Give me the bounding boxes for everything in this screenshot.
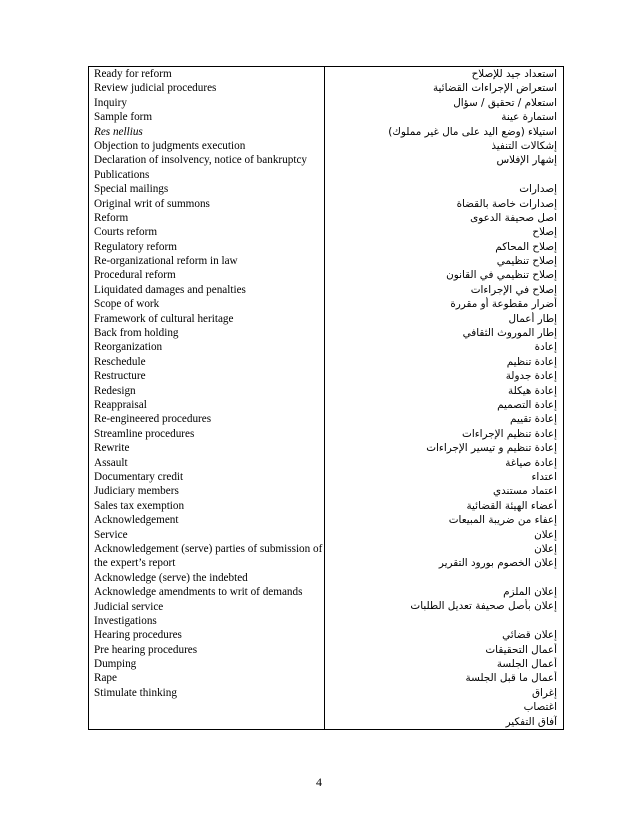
- english-term: Procedural reform: [94, 269, 176, 282]
- arabic-term: استعراض الإجراءات القضائية: [432, 82, 557, 95]
- arabic-term: أضرار مقطوعة أو مقررة: [450, 298, 557, 311]
- english-term: Re-engineered procedures: [94, 413, 212, 426]
- english-term: Publications: [94, 168, 150, 181]
- arabic-term: إعادة تنظيم و تيسير الإجراءات: [426, 442, 557, 455]
- english-term: Documentary credit: [94, 470, 184, 483]
- arabic-term: أعمال ما قبل الجلسة: [465, 672, 557, 685]
- arabic-term: إعادة تقييم: [510, 413, 557, 426]
- arabic-term: إغراق: [531, 686, 557, 699]
- page-number: 4: [316, 775, 322, 789]
- english-term: Original writ of summons: [94, 197, 210, 210]
- arabic-term: استيلاء (وضع اليد على مال غير مملوك): [388, 125, 557, 138]
- english-term: Inquiry: [94, 96, 127, 109]
- english-term: Reorganization: [94, 341, 163, 354]
- arabic-term: استمارة عينة: [501, 111, 557, 124]
- english-term: Dumping: [94, 658, 137, 671]
- english-term: Regulatory reform: [94, 240, 177, 253]
- arabic-term: آفاق التفكير: [505, 715, 557, 728]
- arabic-term: إعلان الخصوم بورود التقرير: [438, 557, 557, 570]
- arabic-term: إعلان: [534, 542, 557, 555]
- arabic-term: اعتداء: [531, 470, 557, 483]
- arabic-term: أعمال الجلسة: [496, 658, 557, 671]
- english-term: Service: [94, 528, 128, 541]
- arabic-term: إعادة صياغة: [505, 456, 557, 469]
- arabic-term: إعادة التصميم: [497, 399, 557, 411]
- english-term: Back from holding: [94, 327, 179, 340]
- arabic-term: اصل صحيفة الدعوى: [470, 211, 557, 224]
- english-term: Redesign: [94, 384, 136, 397]
- arabic-term: إعادة هيكلة: [508, 384, 557, 397]
- arabic-term: اعتماد مستندي: [492, 485, 557, 498]
- english-term: Reform: [94, 211, 129, 224]
- arabic-term: إصدارات: [519, 183, 557, 196]
- arabic-term: إعفاء من ضريبة المبيعات: [448, 514, 557, 527]
- english-term: Special mailings: [94, 183, 169, 196]
- english-term: Acknowledge amendments to writ of demands: [94, 586, 303, 599]
- english-term: Review judicial procedures: [94, 82, 217, 95]
- english-term: Res nellius: [94, 125, 143, 138]
- arabic-term: إعادة تنظيم: [506, 355, 557, 368]
- arabic-term: أعمال التحقيقات: [485, 643, 557, 656]
- english-term: Objection to judgments execution: [94, 139, 246, 152]
- english-term: Rape: [94, 672, 117, 685]
- arabic-term: إعلان: [534, 528, 557, 541]
- arabic-term: إصلاح تنظيمي: [496, 255, 557, 268]
- english-term: Acknowledgement: [94, 514, 179, 527]
- english-term: Reschedule: [94, 355, 146, 368]
- english-term: Restructure: [94, 370, 146, 383]
- english-term: Declaration of insolvency, notice of bankruptcy: [94, 154, 308, 167]
- english-term: Judicial service: [94, 600, 164, 613]
- english-term: Judiciary members: [94, 485, 179, 498]
- arabic-term: إعادة: [534, 341, 557, 354]
- english-term: Sales tax exemption: [94, 499, 185, 512]
- english-term: Courts reform: [94, 226, 158, 239]
- arabic-term: إصلاح: [532, 226, 557, 239]
- arabic-term: إشكالات التنفيذ: [491, 139, 557, 152]
- arabic-term: إصلاح تنظيمي في القانون: [446, 269, 557, 282]
- arabic-term: إشهار الإفلاس: [496, 154, 557, 167]
- arabic-column: [325, 67, 564, 730]
- english-term: Streamline procedures: [94, 427, 195, 440]
- arabic-term: إصلاح المحاكم: [495, 240, 557, 253]
- arabic-term: استعلام / تحقيق / سؤال: [453, 96, 557, 109]
- arabic-term: استعداد جيد للإصلاح: [471, 68, 557, 80]
- english-term: Scope of work: [94, 298, 160, 311]
- glossary-row: [89, 67, 564, 730]
- english-term: Liquidated damages and penalties: [94, 283, 246, 296]
- arabic-term: إعادة جدولة: [505, 370, 557, 383]
- english-term: Acknowledge (serve) the indebted: [94, 571, 248, 584]
- english-term: Reappraisal: [94, 399, 147, 411]
- english-term: Pre hearing procedures: [94, 643, 198, 656]
- arabic-term: اغتصاب: [523, 701, 557, 714]
- english-term: Investigations: [94, 614, 157, 627]
- arabic-term: إعادة تنظيم الإجراءات: [462, 427, 557, 440]
- english-term: Framework of cultural heritage: [94, 312, 234, 325]
- glossary-table: [88, 66, 564, 730]
- arabic-term: إعلان قضائي: [502, 629, 557, 642]
- english-term: Acknowledgement (serve) parties of submission of the expert’s report: [94, 542, 323, 570]
- arabic-term: أعضاء الهيئة القضائية: [466, 499, 557, 512]
- arabic-term: إصلاح في الإجراءات: [470, 283, 557, 296]
- arabic-term: إطار أعمال: [508, 312, 557, 325]
- english-column: [89, 67, 325, 730]
- arabic-term: إعلان بأصل صحيفة تعديل الطلبات: [410, 600, 557, 613]
- english-term: Ready for reform: [94, 68, 172, 80]
- arabic-term: إطار الموروث الثقافي: [462, 327, 557, 340]
- english-term: Stimulate thinking: [94, 686, 177, 699]
- english-term: Re-organizational reform in law: [94, 255, 238, 268]
- arabic-term: إعلان الملزم: [503, 586, 557, 599]
- arabic-term: إصدارات خاصة بالقضاة: [456, 197, 557, 210]
- english-term: Sample form: [94, 111, 153, 124]
- english-term: Rewrite: [94, 442, 130, 455]
- english-term: Assault: [94, 456, 128, 469]
- english-term: Hearing procedures: [94, 629, 182, 642]
